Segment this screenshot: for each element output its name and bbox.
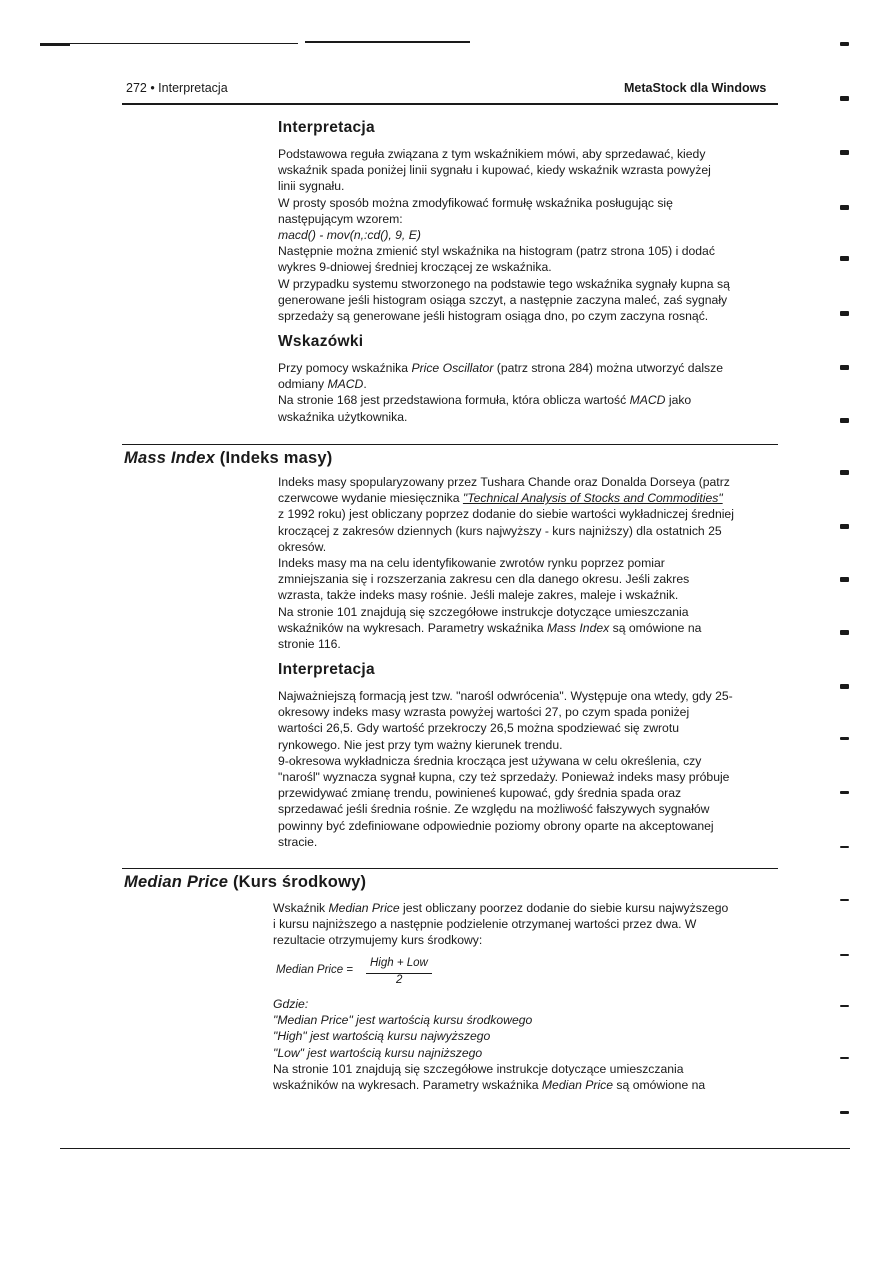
- section-heading-interpretacja-2: Interpretacja: [278, 661, 375, 678]
- text-line: generowane jeśli histogram osiąga szczyt, a następnie zaczyna maleć, zaś sygnały: [278, 292, 728, 307]
- text-line: Na stronie 101 znajdują się szczegółowe instrukcje dotyczące umieszczania: [273, 1061, 684, 1076]
- text-line: wskaźnika użytkownika.: [278, 409, 408, 424]
- margin-mark: [840, 846, 849, 848]
- text-line: "High" jest wartością kursu najwyższego: [273, 1029, 491, 1044]
- text-line: linii sygnału.: [278, 179, 345, 194]
- text-line: "narośl" wyznacza sygnał kupna, czy też sprzedaży. Ponieważ indeks masy próbuje: [278, 770, 730, 785]
- margin-mark: [840, 205, 849, 210]
- section-rule-mass-index: [122, 444, 778, 445]
- top-scan-line: [68, 43, 298, 44]
- text-line: Gdzie:: [273, 997, 309, 1011]
- margin-mark: [840, 737, 849, 740]
- mass-index-body: [278, 474, 778, 652]
- margin-mark: [840, 1057, 849, 1059]
- formula-denominator: 2: [396, 974, 403, 986]
- section-rule-median-price: [122, 868, 778, 869]
- header-rule: [122, 103, 778, 105]
- margin-mark: [840, 524, 849, 529]
- margin-mark: [840, 684, 849, 689]
- text-line: Wskaźnik Median Price jest obliczany poorzez dodanie do siebie kursu najwyższego: [273, 901, 729, 915]
- bottom-rule: [60, 1148, 850, 1149]
- top-scan-line-2: [305, 41, 470, 43]
- margin-mark: [840, 954, 849, 956]
- text-line: wartości 26,5. Gdy wartość przekroczy 26,5 można spodziewać się zwrotu: [278, 721, 679, 736]
- margin-mark: [840, 365, 849, 370]
- text-line: wzrasta, także indeks masy rośnie. Jeśli maleje zakres, maleje i wskaźnik.: [278, 588, 679, 603]
- margin-mark: [840, 1005, 849, 1007]
- text-line: z 1992 roku) jest obliczany poprzez dodanie do siebie wartości wykładniczej średniej: [278, 507, 734, 522]
- top-scan-line-left: [40, 43, 70, 46]
- text-line: wskaźników na wykresach. Parametry wskaźnika Median Price są omówione na: [273, 1078, 706, 1093]
- text-line: Najważniejszą formacją jest tzw. "narośl odwrócenia". Występuje ona wtedy, gdy 25-: [278, 689, 733, 703]
- section-title-mass-index: Mass Index (Indeks masy): [124, 449, 333, 467]
- text-line: W prosty sposób można zmodyfikować formułę wskaźnika posługując się: [278, 195, 673, 210]
- text-line: Indeks masy spopularyzowany przez Tushara Chande oraz Donalda Dorseya (patrz: [278, 475, 730, 489]
- text-line: Podstawowa reguła związana z tym wskaźnikiem mówi, aby sprzedawać, kiedy: [278, 147, 706, 161]
- text-line: "Low" jest wartością kursu najniższego: [273, 1045, 483, 1060]
- text-line: rezultacie otrzymujemy kurs środkowy:: [273, 933, 483, 948]
- formula-line: macd() - mov(n,:cd(), 9, E): [278, 228, 421, 243]
- margin-mark: [840, 1111, 849, 1114]
- margin-mark: [840, 899, 849, 901]
- text-line: Indeks masy ma na celu identyfikowanie zwrotów rynku poprzez pomiar: [278, 556, 665, 571]
- margin-mark: [840, 256, 849, 261]
- text-line: wykres 9-dniowej średniej kroczącej ze wskaźnika.: [278, 260, 552, 275]
- text-line: okresowy indeks masy wzrasta powyżej wartości 27, po czym spada poniżej: [278, 705, 690, 720]
- text-line: Przy pomocy wskaźnika Price Oscillator (patrz strona 284) można utworzyć dalsze: [278, 361, 724, 375]
- margin-mark: [840, 418, 849, 423]
- margin-mark: [840, 311, 849, 316]
- margin-mark: [840, 791, 849, 794]
- mass-interpretacja-body: [278, 688, 778, 850]
- text-line: kroczącej z zakresów dziennych (kurs najwyższy - kurs najniższy) dla ostatnich 25: [278, 523, 722, 538]
- text-line: stronie 116.: [278, 637, 341, 652]
- text-line: przewidywać zmianę trendu, powinieneś kupować, gdy średnia spada oraz: [278, 786, 682, 801]
- margin-mark: [840, 630, 849, 635]
- margin-mark: [840, 577, 849, 582]
- section-heading-wskazowki: Wskazówki: [278, 333, 364, 350]
- text-line: rynkowego. Nie jest przy tym ważny kierunek trendu.: [278, 737, 563, 752]
- text-line: okresów.: [278, 539, 327, 554]
- text-line: 9-okresowa wykładnicza średnia krocząca jest używana w celu określenia, czy: [278, 753, 702, 768]
- text-line: wskaźnik spada poniżej linii sygnału i kupować, kiedy wskaźnik wzrasta powyżej: [278, 163, 711, 178]
- median-definitions: [273, 996, 778, 1093]
- wskazowki-body: [278, 360, 778, 425]
- text-line: powinny być zdefiniowane odpowiednie poziomy obrony oparte na akceptowanej: [278, 818, 714, 833]
- interpretacja-body: [278, 146, 778, 324]
- text-line: "Median Price" jest wartością kursu środkowego: [273, 1013, 533, 1028]
- margin-mark: [840, 470, 849, 475]
- text-line: odmiany MACD.: [278, 377, 367, 392]
- running-header-right: MetaStock dla Windows: [624, 81, 767, 95]
- formula-left: Median Price =: [276, 964, 354, 976]
- section-title-median-price: Median Price (Kurs środkowy): [124, 873, 367, 891]
- text-line: Na stronie 101 znajdują się szczegółowe instrukcje dotyczące umieszczania: [278, 604, 689, 619]
- text-line: następującym wzorem:: [278, 211, 403, 226]
- margin-mark: [840, 42, 849, 46]
- running-header-left: 272 • Interpretacja: [126, 81, 228, 95]
- margin-mark: [840, 96, 849, 101]
- text-line: sprzedawać jeśli średnia rośnie. Ze względu na możliwość fałszywych sygnałów: [278, 802, 710, 817]
- text-line: Na stronie 168 jest przedstawiona formuła, która oblicza wartość MACD jako: [278, 393, 692, 408]
- text-line: stracie.: [278, 834, 318, 849]
- text-line: sprzedaży są generowane jeśli histogram osiąga dno, po czym zaczyna rosnąć.: [278, 309, 709, 324]
- median-price-body: [273, 900, 778, 949]
- text-line: W przypadku systemu stworzonego na podstawie tego wskaźnika sygnały kupna są: [278, 276, 730, 291]
- section-heading-interpretacja: Interpretacja: [278, 119, 375, 136]
- text-line: wskaźników na wykresach. Parametry wskaźnika Mass Index są omówione na: [278, 620, 702, 635]
- text-line: i kursu najniższego a następnie podzielenie otrzymanej wartości przez dwa. W: [273, 917, 697, 932]
- text-line: Następnie można zmienić styl wskaźnika na histogram (patrz strona 105) i dodać: [278, 244, 715, 259]
- margin-mark: [840, 150, 849, 155]
- formula-numerator: High + Low: [370, 957, 428, 969]
- text-line: zmniejszania się i rozszerzania zakresu cen dla danego okresu. Jeśli zakres: [278, 572, 690, 587]
- text-line: czerwcowe wydanie miesięcznika "Technical Analysis of Stocks and Commodities": [278, 491, 723, 506]
